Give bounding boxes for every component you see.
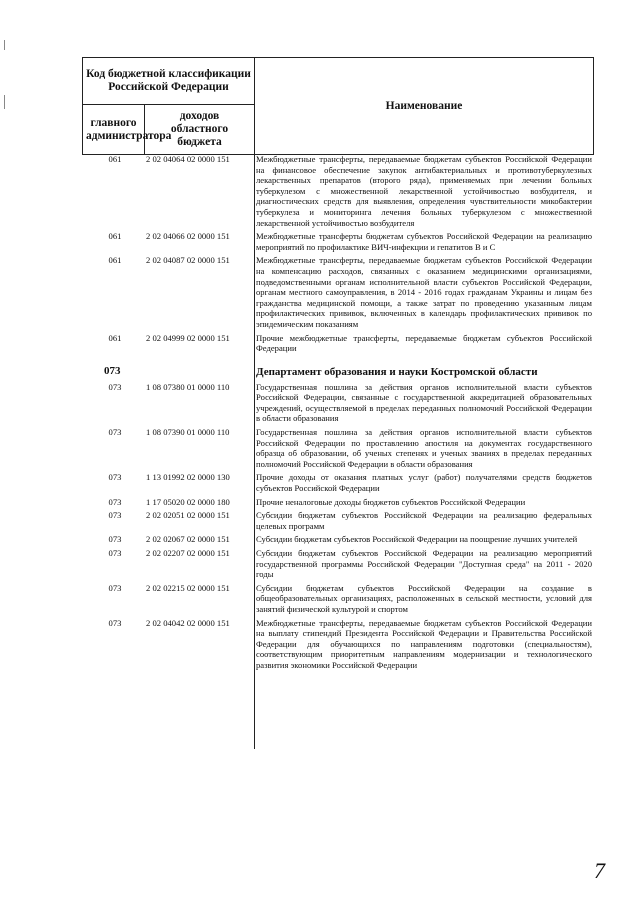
admin-code: 073 [108,381,122,392]
income-code: 1 08 07380 01 0000 110 [146,381,230,392]
table-row [82,427,594,469]
income-code: 2 02 04087 02 0000 151 [146,255,230,266]
admin-code: 073 [108,534,122,545]
income-code: 2 02 04999 02 0000 151 [146,332,230,343]
income-code [144,366,254,379]
header-name: Наименование [255,58,594,155]
table-row [82,472,594,493]
row-name: Прочие доходы от оказания платных услуг (работ) получателями средств бюджетов субъектов Российской Федерации [256,472,592,494]
table-row [82,497,594,508]
table-row [82,382,594,424]
admin-code: 061 [108,231,122,242]
income-code: 2 02 02207 02 0000 151 [146,548,230,558]
income-code: 1 08 07390 01 0000 110 [146,427,230,438]
admin-code: 061 [108,332,122,343]
row-name: Межбюджетные трансферты, передаваемые бюджетам субъектов Российской Федерации на компенсацию расходов, связанных с оказанием медицинскими организациями, подведомственными органам исполнительной власти субъектов Российской Федерации, органам местного самоуправления, в 2014 - 2016 годах гражданам Украины и лицам без гражданства медицинской помощи, а также затрат по проведению указанным лицам профилактических прививок, включенных в календарь профилактических прививок по эпидемическим показаниям [256,255,592,329]
table-header [82,57,594,155]
page-number: 7 [594,858,605,883]
income-code: 1 17 05020 02 0000 180 [146,496,230,507]
header-income: доходов областного бюджета [145,105,255,155]
income-code: 1 13 01992 02 0000 130 [146,472,230,483]
table-row [82,231,594,252]
row-name: Прочие межбюджетные трансферты, передаваемые бюджетам субъектов Российской Федерации [256,332,592,354]
row-name: Межбюджетные трансферты бюджетам субъектов Российской Федерации на реализацию мероприятий по профилактике ВИЧ-инфекции и гепатитов В и С [256,231,592,252]
table-row [82,583,594,615]
admin-code: 061 [108,154,122,164]
scan-mark [4,95,5,109]
table-row [82,333,594,354]
table-row [82,154,594,228]
department-row [82,366,594,379]
table-row [82,548,594,580]
row-name: Субсидии бюджетам субъектов Российской Федерации на реализацию мероприятий государственной программы Российской Федерации "Доступная среда" на 2011 - 2020 годы [256,548,592,580]
header-code-group: Код бюджетной классификации Российской Федерации [83,58,255,105]
row-name: Государственная пошлина за действия органов исполнительной власти субъектов Российской Федерации, связанные с государственной аккредитацией образовательных учреждений, осуществляемой в пределах переданных полномочий Российской Федерации в области образования [256,381,592,424]
admin-code: 073 [108,472,122,483]
header-admin: главного администратора [83,105,145,155]
row-name: Межбюджетные трансферты, передаваемые бюджетам субъектов Российской Федерации на финансовое обеспечение закупок антибактериальных и противотуберкулезных лекарственных препаратов (второго ряда), применяемых при лечении больных туберкулезом с множественной лекарственной устойчивостью возбудителя, и диагностических средств для выявления, определения чувствительности микобактерии туберкулеза и мониторинга лечения больных туберкулезом с множественной лекарственной устойчивостью возбудителя [256,154,592,228]
table-row [82,510,594,531]
table-row [82,534,594,545]
admin-code: 073 [108,427,122,438]
row-name: Субсидии бюджетам субъектов Российской Федерации на реализацию федеральных целевых программ [256,510,592,531]
row-name: Департамент образования и науки Костромской области [256,365,538,378]
income-code: 2 02 02215 02 0000 151 [146,582,230,593]
admin-code: 073 [108,510,122,521]
table-row [82,255,594,329]
admin-code: 073 [108,548,122,558]
row-name: Субсидии бюджетам субъектов Российской Федерации на создание в общеобразовательных организациях, расположенных в сельской местности, условий для занятий физической культурой и спортом [256,582,592,614]
income-code: 2 02 04066 02 0000 151 [146,231,230,242]
income-code: 2 02 02051 02 0000 151 [146,510,230,521]
admin-code: 073 [108,582,122,593]
admin-code: 073 [104,364,121,377]
table-row [82,618,594,671]
income-code: 2 02 04064 02 0000 151 [146,154,230,164]
admin-code: 073 [108,496,122,507]
row-name: Прочие неналоговые доходы бюджетов субъектов Российской Федерации [256,496,526,507]
row-name: Субсидии бюджетам субъектов Российской Федерации на поощрение лучших учителей [256,534,578,545]
table-body [82,154,594,671]
admin-code: 073 [108,617,122,628]
income-code: 2 02 04042 02 0000 151 [146,617,230,628]
scan-mark [4,40,5,50]
admin-code: 061 [108,255,122,266]
row-name: Государственная пошлина за действия органов исполнительной власти субъектов Российской Федерации по проставлению апостиля на документах государственного образца об образовании, об ученых степенях и ученых званиях в пределах переданных полномочий Российской Федерации в области образования [256,427,592,469]
row-name: Межбюджетные трансферты, передаваемые бюджетам субъектов Российской Федерации на выплату стипендий Президента Российской Федерации и Правительства Российской Федерации для обучающихся по направлениям подготовки (специальностям), соответствующим приоритетным направлениям модернизации и технологического развития экономики Российской Федерации [256,617,592,670]
income-code: 2 02 02067 02 0000 151 [146,534,230,545]
